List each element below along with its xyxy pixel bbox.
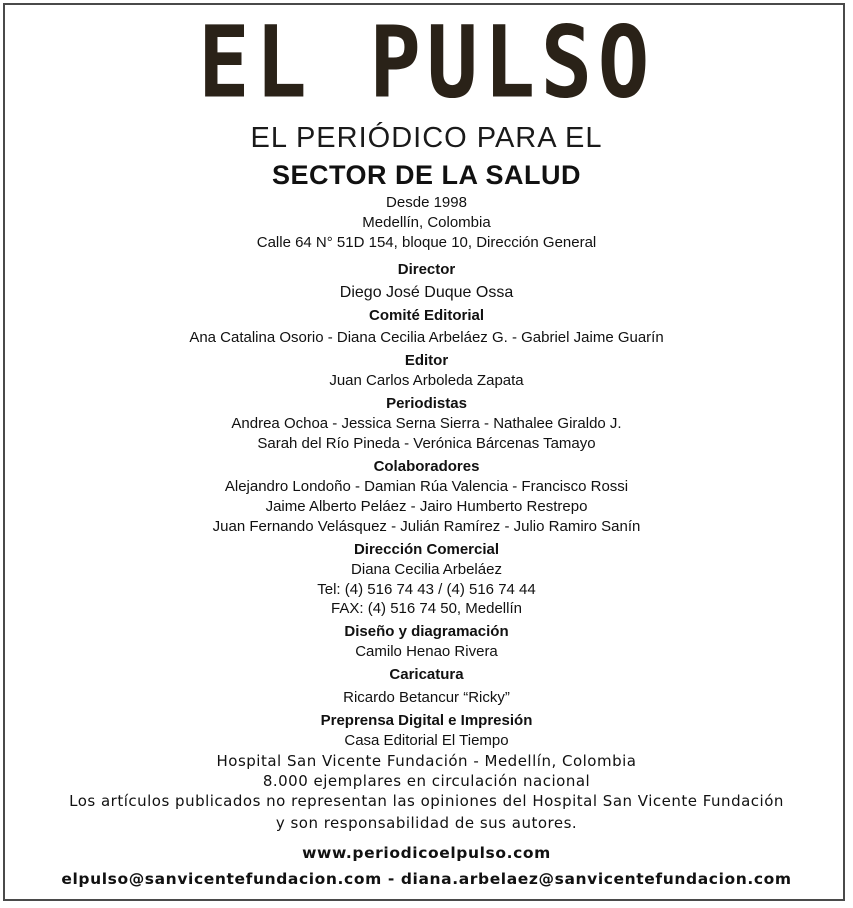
email-links[interactable]: elpulso@sanvicentefundacion.com - diana.arbelaez@sanvicentefundacion.com	[61, 870, 792, 888]
journalists-heading: Periodistas	[386, 395, 467, 412]
commercial-name: Diana Cecilia Arbeláez	[351, 561, 502, 578]
director-heading: Director	[397, 261, 456, 278]
collaborators-heading: Colaboradores	[373, 458, 480, 475]
journalists-line-2: Sarah del Río Pineda - Verónica Bárcenas Tamayo	[257, 435, 596, 452]
commercial-fax: FAX: (4) 516 74 50, Medellín	[331, 600, 522, 617]
journalists-line-1: Andrea Ochoa - Jessica Serna Sierra - Nathalee Giraldo J.	[231, 415, 622, 432]
collaborators-line-1: Alejandro Londoño - Damian Rúa Valencia - Francisco Rossi	[224, 478, 629, 495]
print-name: Casa Editorial El Tiempo	[344, 732, 509, 749]
hospital-line: Hospital San Vicente Fundación - Medellín, Colombia	[216, 752, 637, 770]
commercial-heading: Dirección Comercial	[353, 541, 500, 558]
collaborators-line-3: Juan Fernando Velásquez - Julián Ramírez - Julio Ramiro Sanín	[212, 518, 641, 535]
collaborators-line-2: Jaime Alberto Peláez - Jairo Humberto Restrepo	[265, 498, 588, 515]
masthead-sector: SECTOR DE LA SALUD	[271, 160, 582, 190]
committee-names: Ana Catalina Osorio - Diana Cecilia Arbeláez G. - Gabriel Jaime Guarín	[189, 329, 664, 346]
commercial-tel: Tel: (4) 516 74 43 / (4) 516 74 44	[317, 581, 536, 598]
disclaimer-line-1: Los artículos publicados no representan las opiniones del Hospital San Vicente Fundación	[69, 792, 784, 810]
since-text: Desde 1998	[386, 194, 467, 211]
circulation-line: 8.000 ejemplares en circulación nacional	[262, 772, 591, 790]
address-text: Calle 64 N° 51D 154, bloque 10, Dirección General	[256, 234, 597, 251]
city-text: Medellín, Colombia	[362, 214, 491, 231]
design-name: Camilo Henao Rivera	[355, 643, 498, 660]
masthead-logo: EL PULSO	[198, 4, 655, 121]
editor-name: Juan Carlos Arboleda Zapata	[329, 372, 524, 389]
director-name: Diego José Duque Ossa	[339, 284, 514, 301]
committee-heading: Comité Editorial	[368, 307, 484, 324]
masthead-tagline: EL PERIÓDICO PARA EL	[250, 122, 603, 154]
editor-heading: Editor	[404, 352, 449, 369]
cartoon-heading: Caricatura	[389, 666, 464, 683]
website-link[interactable]: www.periodicoelpulso.com	[302, 844, 551, 862]
print-heading: Preprensa Digital e Impresión	[320, 712, 533, 729]
disclaimer-line-2: y son responsabilidad de sus autores.	[275, 814, 578, 832]
design-heading: Diseño y diagramación	[344, 623, 509, 640]
cartoon-name: Ricardo Betancur “Ricky”	[343, 689, 510, 706]
